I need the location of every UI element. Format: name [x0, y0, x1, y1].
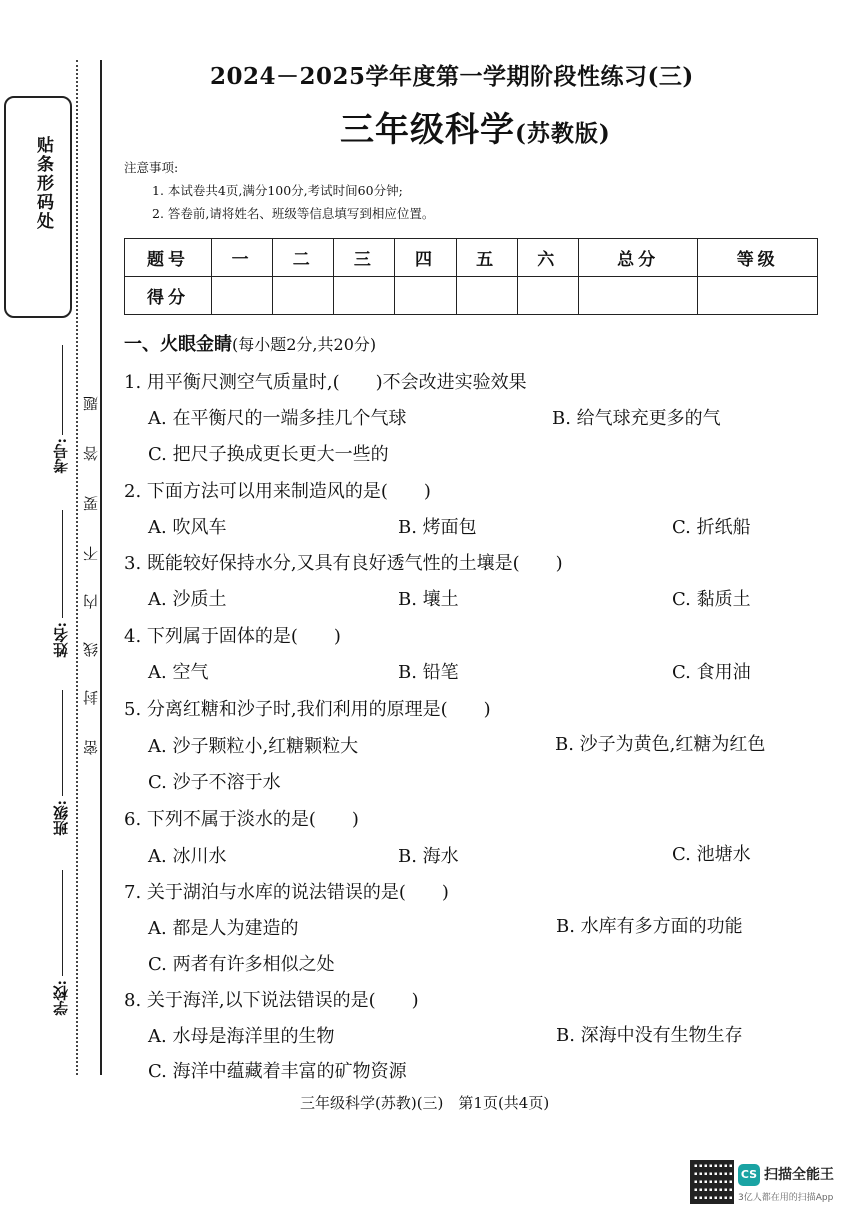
score-header-cell: 四	[395, 239, 456, 277]
option-b[interactable]: B. 壤土	[398, 589, 459, 610]
exam-no-label: 考号:	[52, 438, 70, 474]
option-a[interactable]: A. 吹风车	[148, 517, 227, 538]
score-cell[interactable]	[698, 277, 818, 315]
seal-char: 题	[82, 396, 100, 411]
score-cell[interactable]	[517, 277, 578, 315]
option-c[interactable]: C. 两者有许多相似之处	[148, 954, 335, 975]
seal-char: 内	[82, 594, 100, 609]
scanner-tagline: 3亿人都在用的扫描App	[738, 1193, 834, 1203]
option-a[interactable]: A. 在平衡尺的一端多挂几个气球	[148, 408, 407, 429]
option-b[interactable]: B. 深海中没有生物生存	[556, 1025, 743, 1046]
option-c[interactable]: C. 池塘水	[672, 844, 751, 865]
scanner-app-name: 扫描全能王	[764, 1167, 834, 1183]
question-stem: 4. 下列属于固体的是( )	[124, 626, 341, 647]
option-a[interactable]: A. 沙质土	[148, 589, 227, 610]
seal-char: 要	[82, 496, 100, 511]
score-header-row	[125, 239, 818, 277]
option-b[interactable]: B. 烤面包	[398, 517, 477, 538]
option-a[interactable]: A. 冰川水	[148, 846, 227, 867]
seal-char: 密	[82, 740, 100, 755]
name-label: 姓名:	[52, 622, 70, 658]
score-row	[125, 277, 818, 315]
seal-char: 答	[82, 446, 100, 461]
option-c[interactable]: C. 把尺子换成更长更大一些的	[148, 444, 389, 465]
option-b[interactable]: B. 铅笔	[398, 662, 459, 683]
section-title	[124, 330, 376, 356]
seal-char: 线	[82, 642, 100, 657]
name-field[interactable]	[62, 510, 63, 618]
option-a[interactable]: A. 都是人为建造的	[148, 918, 299, 939]
score-cell[interactable]	[395, 277, 456, 315]
school-label: 学校:	[52, 980, 70, 1016]
page-footer: 三年级科学(苏教)(三) 第1页(共4页)	[300, 1094, 550, 1112]
question-stem: 1. 用平衡尺测空气质量时,( )不会改进实验效果	[124, 372, 527, 393]
seal-char: 封	[82, 690, 100, 705]
score-header-cell: 二	[273, 239, 334, 277]
score-row-label: 得分	[125, 277, 212, 315]
option-b[interactable]: B. 海水	[398, 846, 459, 867]
notes-item: 1. 本试卷共4页,满分100分,考试时间60分钟;	[152, 183, 403, 198]
option-c[interactable]: C. 黏质土	[672, 589, 751, 610]
score-header-cell: 三	[334, 239, 395, 277]
score-cell[interactable]	[334, 277, 395, 315]
section-name: 一、火眼金睛	[124, 334, 232, 355]
score-header-cell: 一	[212, 239, 273, 277]
option-b[interactable]: B. 给气球充更多的气	[552, 408, 721, 429]
option-a[interactable]: A. 水母是海洋里的生物	[148, 1026, 335, 1047]
camscanner-logo-icon: CS	[738, 1164, 760, 1186]
barcode-area	[4, 96, 72, 318]
option-a[interactable]: A. 空气	[148, 662, 209, 683]
notes-heading: 注意事项:	[124, 160, 179, 175]
option-c[interactable]: C. 食用油	[672, 662, 751, 683]
edition: (苏教版)	[515, 120, 611, 147]
seal-line-dotted	[76, 60, 78, 1075]
question-stem: 2. 下面方法可以用来制造风的是( )	[124, 481, 431, 502]
seal-char: 不	[82, 546, 100, 561]
score-header-cell: 总分	[578, 239, 698, 277]
qr-code-icon	[690, 1160, 734, 1204]
question-stem: 3. 既能较好保持水分,又具有良好透气性的土壤是( )	[124, 553, 563, 574]
barcode-label: 贴条形码处	[33, 136, 53, 231]
exam-title: 2024－2025学年度第一学期阶段性练习(三)	[210, 63, 694, 90]
score-header-cell: 五	[456, 239, 517, 277]
score-header-cell: 等级	[698, 239, 818, 277]
score-header-cell: 题号	[125, 239, 212, 277]
question-stem: 7. 关于湖泊与水库的说法错误的是( )	[124, 882, 449, 903]
question-stem: 6. 下列不属于淡水的是( )	[124, 809, 359, 830]
score-cell[interactable]	[578, 277, 698, 315]
option-b[interactable]: B. 沙子为黄色,红糖为红色	[555, 734, 766, 755]
seal-line	[100, 60, 102, 1075]
option-b[interactable]: B. 水库有多方面的功能	[556, 916, 743, 937]
class-field[interactable]	[62, 690, 63, 796]
subject-title	[340, 102, 611, 151]
question-stem: 5. 分离红糖和沙子时,我们利用的原理是( )	[124, 699, 491, 720]
score-table	[124, 238, 818, 315]
option-a[interactable]: A. 沙子颗粒小,红糖颗粒大	[148, 736, 359, 757]
notes	[124, 156, 434, 225]
exam-no-field[interactable]	[62, 345, 63, 435]
score-header-cell: 六	[517, 239, 578, 277]
class-label: 班级:	[52, 800, 70, 836]
subject-name: 三年级科学	[340, 110, 515, 150]
school-field[interactable]	[62, 870, 63, 976]
option-c[interactable]: C. 折纸船	[672, 517, 751, 538]
score-cell[interactable]	[456, 277, 517, 315]
section-points: (每小题2分,共20分)	[232, 335, 377, 354]
score-cell[interactable]	[212, 277, 273, 315]
question-stem: 8. 关于海洋,以下说法错误的是( )	[124, 990, 419, 1011]
option-c[interactable]: C. 沙子不溶于水	[148, 772, 281, 793]
notes-item: 2. 答卷前,请将姓名、班级等信息填写到相应位置。	[152, 206, 435, 221]
option-c[interactable]: C. 海洋中蕴藏着丰富的矿物资源	[148, 1061, 407, 1082]
score-cell[interactable]	[273, 277, 334, 315]
